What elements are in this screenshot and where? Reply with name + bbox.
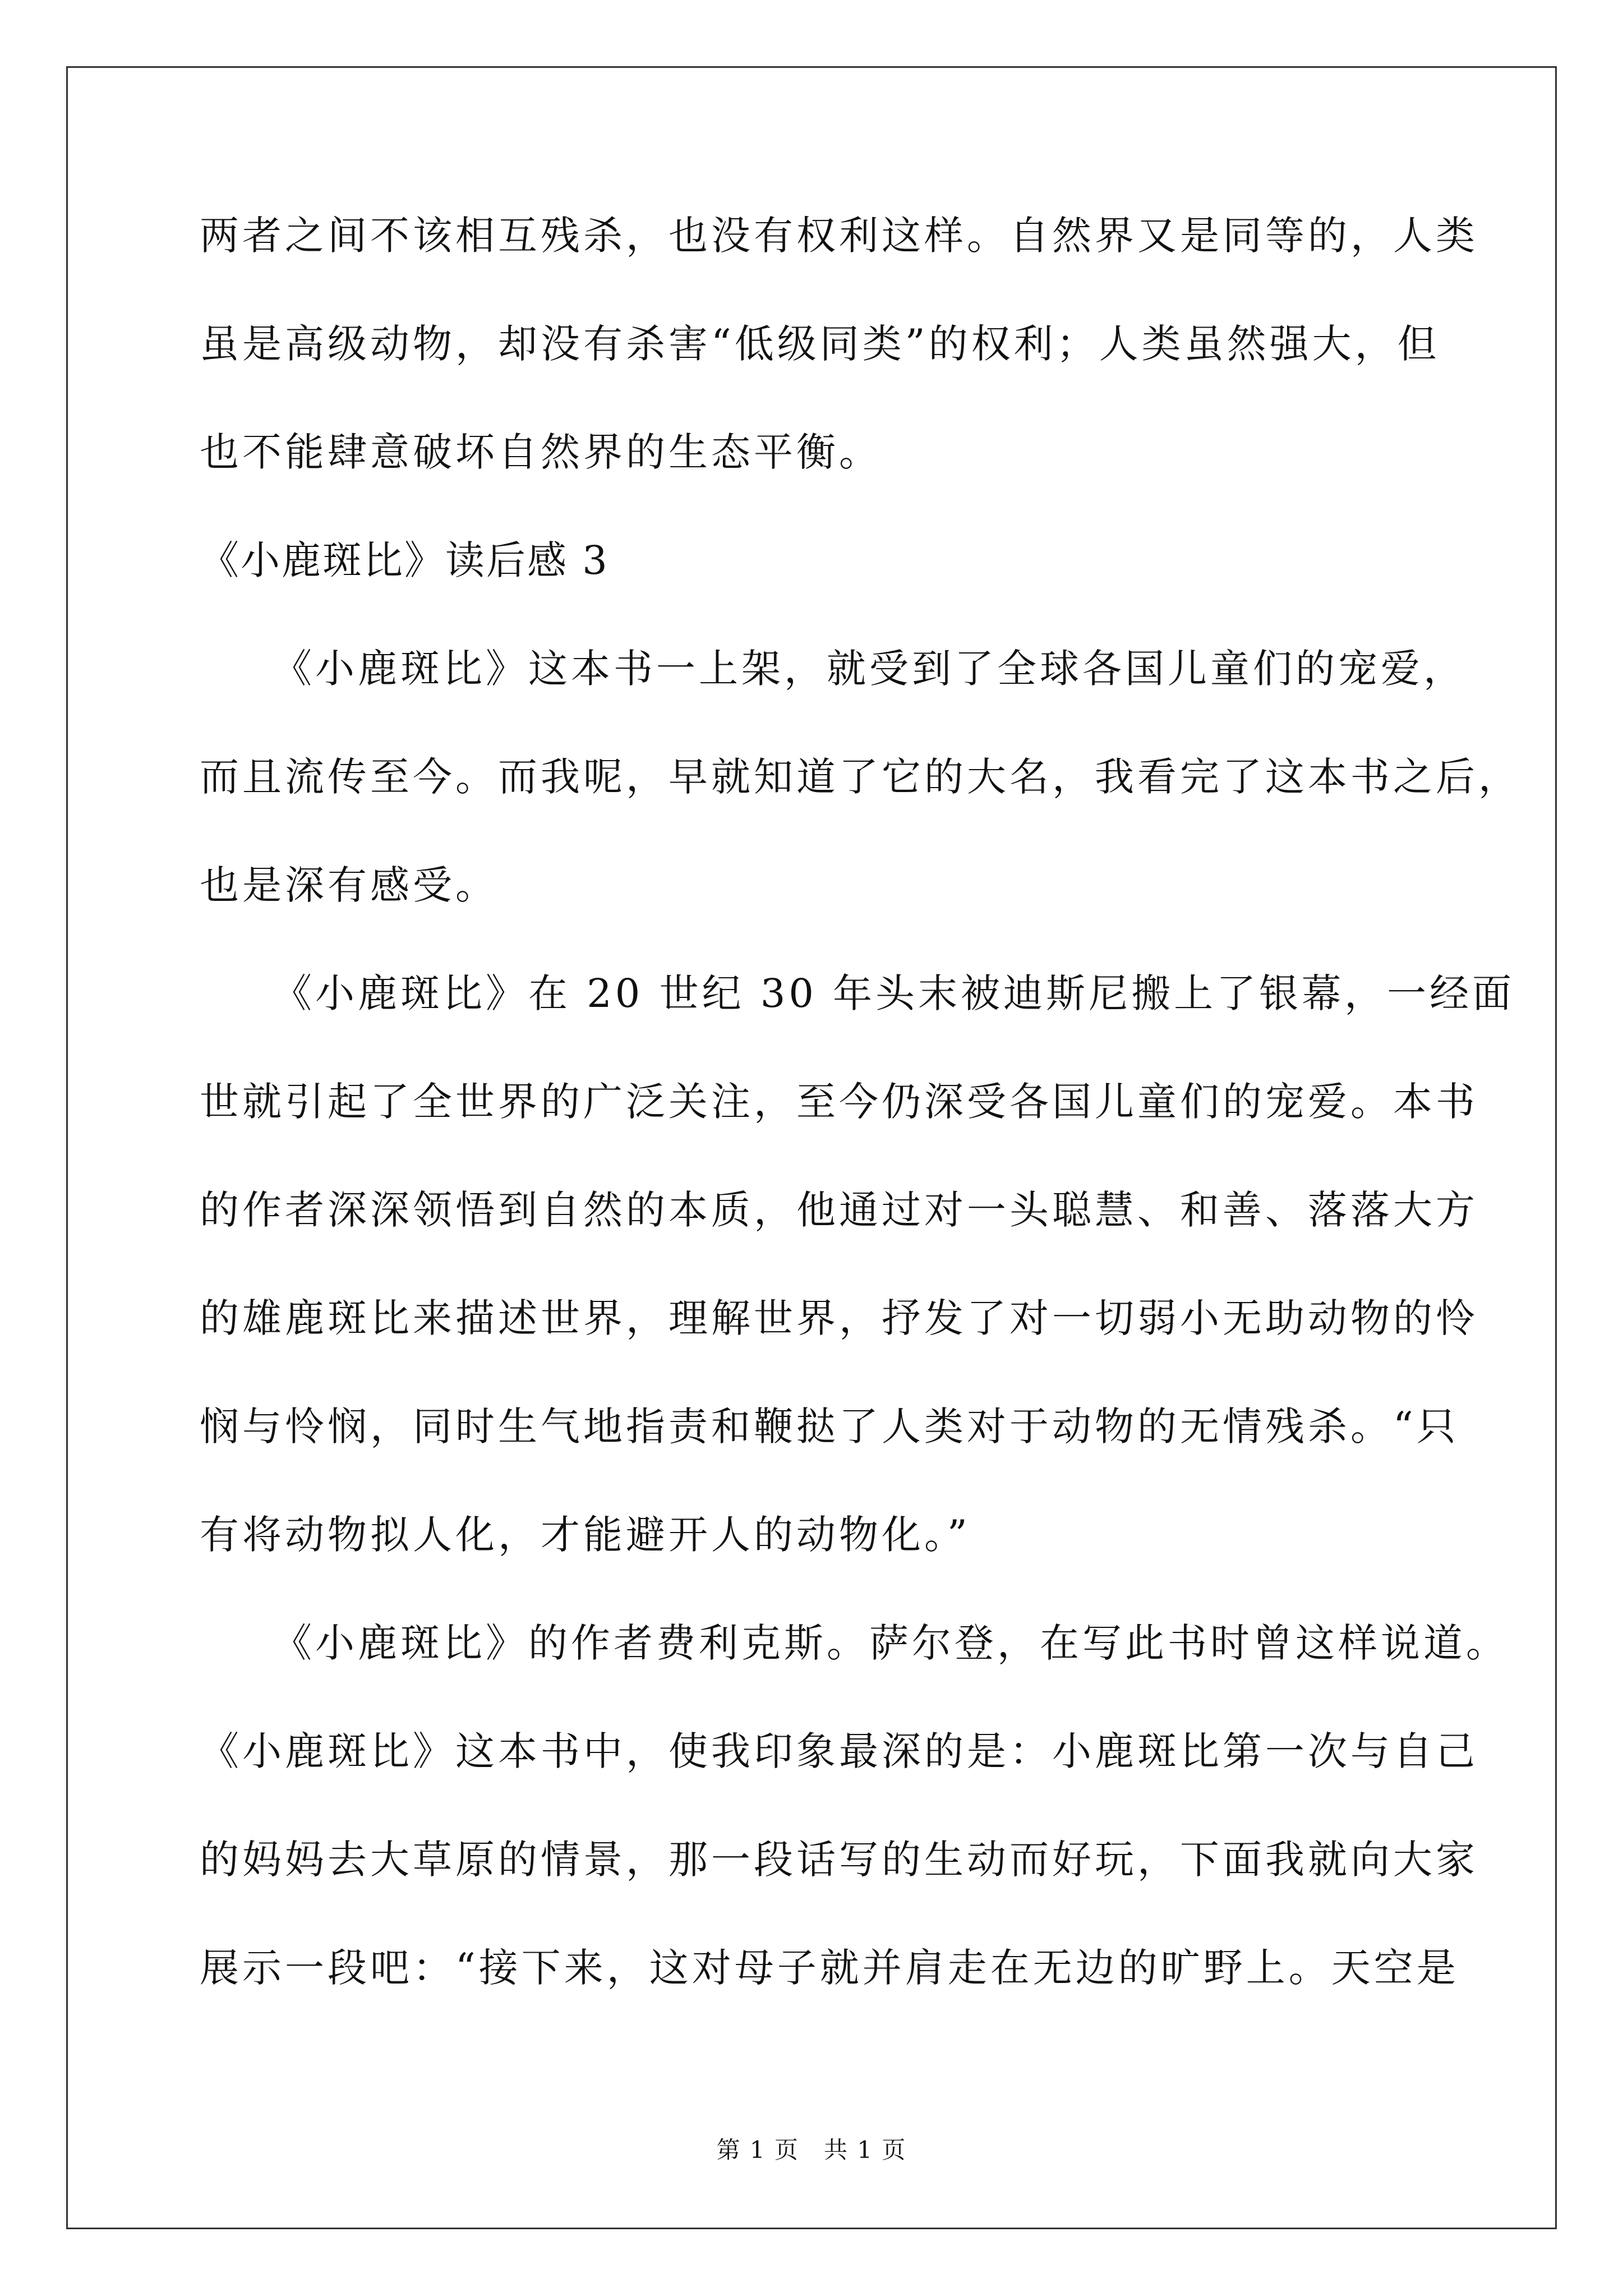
- page-footer: 第 1 页 共 1 页: [716, 2136, 907, 2164]
- text-line: 《小鹿斑比》在 20 世纪 30 年头末被迪斯尼搬上了银幕，一经面: [273, 970, 1515, 1016]
- text-line: 悯与怜悯，同时生气地指责和鞭挞了人类对于动物的无情残杀。“只: [200, 1404, 1459, 1450]
- section-heading: 《小鹿斑比》读后感 3: [200, 537, 609, 583]
- text-line: 也不能肆意破坏自然界的生态平衡。: [200, 429, 882, 475]
- text-line: 《小鹿斑比》这本书中，使我印象最深的是：小鹿斑比第一次与自己: [200, 1728, 1478, 1774]
- page-border: [66, 66, 1557, 2229]
- text-line: 也是深有感受。: [200, 862, 498, 908]
- text-line: 的雄鹿斑比来描述世界，理解世界，抒发了对一切弱小无助动物的怜: [200, 1295, 1478, 1341]
- text-line: 有将动物拟人化，才能避开人的动物化。”: [200, 1512, 971, 1558]
- text-line: 《小鹿斑比》的作者费利克斯。萨尔登，在写此书时曾这样说道。: [273, 1620, 1509, 1666]
- text-line: 两者之间不该相互残杀，也没有权利这样。自然界又是同等的，人类: [200, 213, 1478, 259]
- text-line: 世就引起了全世界的广泛关注，至今仍深受各国儿童们的宠爱。本书: [200, 1079, 1478, 1125]
- text-line: 《小鹿斑比》这本书一上架，就受到了全球各国儿童们的宠爱，: [273, 646, 1466, 692]
- text-line: 的妈妈去大草原的情景，那一段话写的生动而好玩，下面我就向大家: [200, 1837, 1478, 1883]
- text-line: 展示一段吧：“接下来，这对母子就并肩走在无边的旷野上。天空是: [200, 1945, 1459, 1991]
- text-line: 而且流传至今。而我呢，早就知道了它的大名，我看完了这本书之后，: [200, 754, 1521, 800]
- text-line: 虽是高级动物，却没有杀害“低级同类”的权利；人类虽然强大，但: [200, 321, 1440, 367]
- text-line: 的作者深深领悟到自然的本质，他通过对一头聪慧、和善、落落大方: [200, 1187, 1478, 1233]
